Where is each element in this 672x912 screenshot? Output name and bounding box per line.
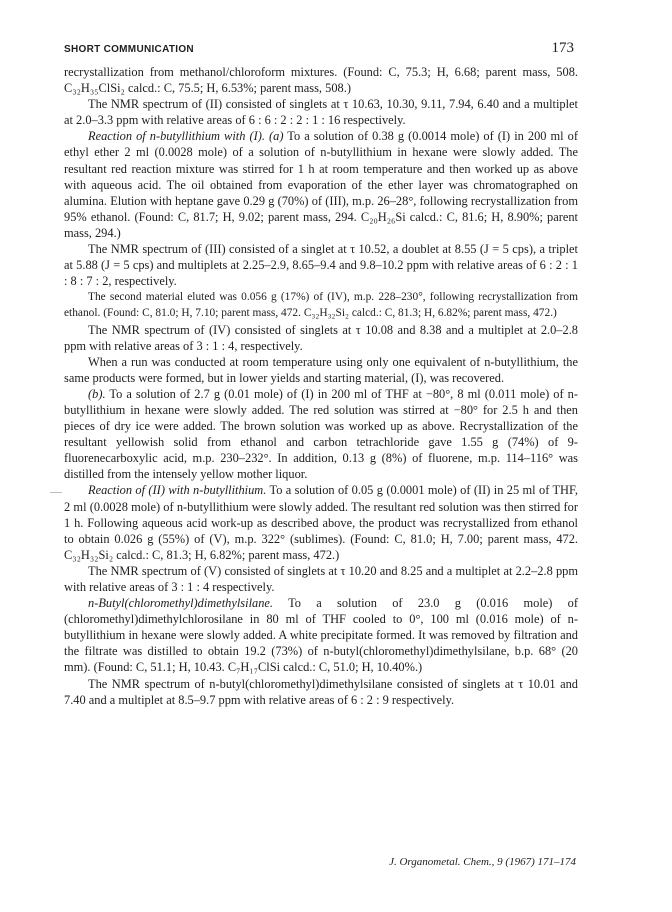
paragraph-part-b: [64, 386, 578, 483]
paragraph-reaction-i-text: To a solution of 0.38 g (0.0014 mole) of (I) in 200 ml of ethyl ether 2 ml (0.0028 mole) of a solution of n-butyllithium in hexane were slowly added. The resultant red reaction mixture was stirred for 1 h at room temperature and then worked up as above with aqueous acid. The oil obtained from evaporation of the ether layer was chromatographed on alumina. Elution with heptane gave 0.29 g (70%) of (III), m.p. 26–28°, following recrystallization from 95% ethanol. (Found: C, 81.7; H, 9.02; parent mass, 294. C₂₀H₂₆Si calcd.: C, 81.6; H, 8.90%; parent mass, 294.): [64, 129, 578, 240]
paragraph-nmr-butyl: The NMR spectrum of n-butyl(chloromethyl)dimethylsilane consisted of singlets at τ 10.01 and 7.40 and a multiplet at 8.5–9.7 ppm with relative areas of 6 : 2 : 9 respectively.: [64, 676, 578, 707]
paragraph-nmr-v: The NMR spectrum of (V) consisted of singlets at τ 10.20 and 8.25 and a multiplet at 2.2–2.8 ppm with relative areas of 3 : 1 : 4 respectively.: [64, 563, 578, 594]
paragraph-reaction-i: [64, 128, 578, 241]
paragraph-room-temperature: When a run was conducted at room temperature using only one equivalent of n-butyllithium, the same products were formed, but in lower yields and starting material, (I), was recovered.: [64, 354, 578, 385]
paragraph-nmr-iv: The NMR spectrum of (IV) consisted of singlets at τ 10.08 and 8.38 and a multiplet at 2.0–2.8 ppm with relative areas of 3 : 1 : 4, respectively.: [64, 322, 578, 353]
paragraph-reaction-ii-text: To a solution of 0.05 g (0.0001 mole) of (II) in 25 ml of THF, 2 ml (0.0028 mole) of n-butyllithium were slowly added. The resultant red solution was then stirred for 1 h. Following aqueous acid work-up as described above, the product was recrystallized from ethanol to obtain 0.026 g (55%) of (V), m.p. 322° (sublimes). (Found: C, 81.0; H, 7.00; parent mass, 472. C₃₂H₃₂Si₂ calcd.: C, 81.3; H, 6.82%; parent mass, 472.): [64, 483, 578, 562]
margin-mark: [50, 492, 62, 493]
running-head: SHORT COMMUNICATION: [64, 44, 194, 55]
paragraph-second-material: The second material eluted was 0.056 g (17%) of (IV), m.p. 228–230°, following recrystallization from ethanol. (Found: C, 81.0; H, 7.10; parent mass, 472. C₃₂H₃₂Si₂ calcd.: C, 81.3; H, 6.82%; parent mass, 472.): [64, 291, 578, 320]
heading-part-a: (a): [269, 129, 284, 144]
heading-chloromethyl: n-Butyl(chloromethyl)dimethylsilane.: [88, 596, 274, 611]
page-number: 173: [551, 40, 574, 56]
heading-part-b: (b).: [88, 386, 106, 401]
paragraph-nmr-ii: The NMR spectrum of (II) consisted of singlets at τ 10.63, 10.30, 9.11, 7.94, 6.40 and a multiplet at 2.0–3.3 ppm with relative areas of 6 : 6 : 2 : 2 : 1 : 16 respectively.: [64, 97, 578, 128]
paragraph-chloromethyl-text: To a solution of 23.0 g (0.016 mole) of (chloromethyl)dimethylchlorosilane in 80 ml of THF cooled to 0°, 100 ml (0.016 mole) of n-butyllithium in hexane were slowly added. A white precipitate formed. It was removed by filtration and the filtrate was distilled to obtain 19.2 (73%) of n-butyl(chloromethyl)dimethylsilane, b.p. 68° (20 mm). (Found: C, 51.1; H, 10.43. C₇H₁₇ClSi calcd.: C, 51.0; H, 10.40%.): [64, 596, 579, 675]
paragraph-chloromethyl: [64, 595, 578, 675]
page-header: [64, 40, 574, 62]
paragraph-recrystallization: recrystallization from methanol/chloroform mixtures. (Found: C, 75.3; H, 6.68; parent mass, 508. C₃₂H₃₅ClSi₂ calcd.: C, 75.5; H, 6.53%; parent mass, 508.): [64, 65, 578, 96]
journal-citation: J. Organometal. Chem., 9 (1967) 171–174: [389, 856, 576, 868]
heading-reaction-ii: Reaction of (II) with n-butyllithium.: [88, 483, 267, 498]
paragraph-nmr-iii: The NMR spectrum of (III) consisted of a singlet at τ 10.52, a doublet at 8.55 (J = 5 cps), a triplet at 5.88 (J = 5 cps) and multiplets at 2.25–2.9, 8.65–9.4 and 9.8–10.2 ppm with relative areas of 6 : 2 : 1 : 8 : 7 : 2, respectively.: [64, 242, 578, 289]
paragraph-part-b-text: To a solution of 2.7 g (0.01 mole) of (I) in 200 ml of THF at −80°, 8 ml (0.011 mole) of n-butyllithium in hexane were slowly added. The red solution was stirred at −80° for 2.5 h and then pieces of dry ice were added. The brown solution was worked up as above. Recrystallization of the resultant yellowish solid from ethanol and carbon tetrachloride gave 1.55 g (74%) of 9-fluorenecarboxylic acid, m.p. 230–232°. In addition, 0.13 g (8%) of fluorene, m.p. 114–116° was distilled from the intensely yellow mother liquor.: [64, 386, 578, 482]
paragraph-reaction-ii: [64, 482, 578, 562]
article-body: [64, 64, 578, 708]
heading-reaction-i: Reaction of n-butyllithium with (I).: [88, 129, 265, 144]
